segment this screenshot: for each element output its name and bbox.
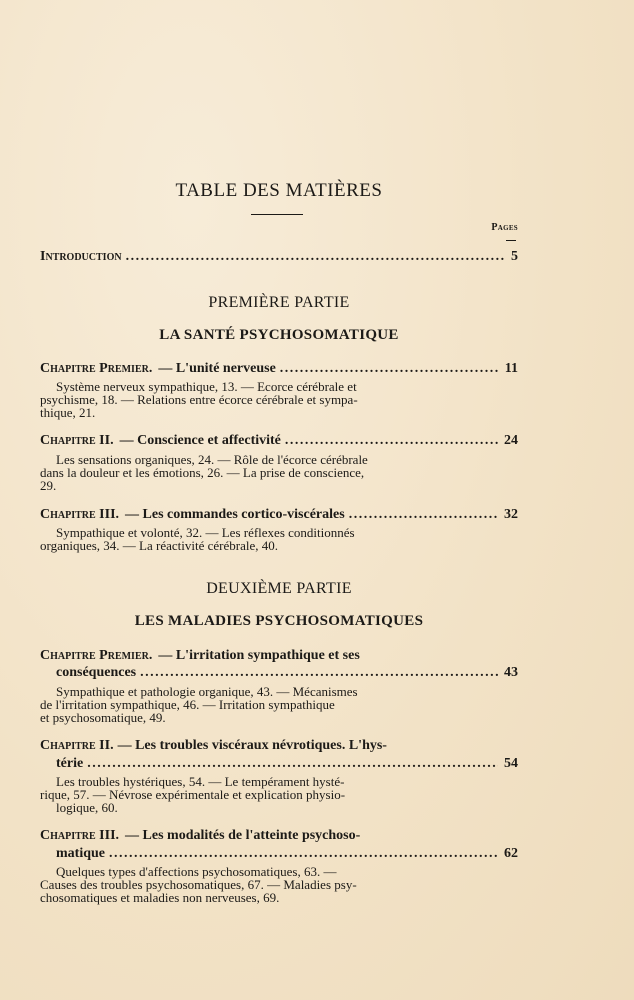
part-heading: PREMIÈRE PARTIE: [208, 294, 350, 311]
part-subheading: LA SANTÉ PSYCHOSOMATIQUE: [159, 327, 399, 343]
description-line: de l'irritation sympathique, 46. — Irritation sympathique: [40, 697, 335, 712]
page-number: 62: [504, 846, 518, 861]
description-line: rique, 57. — Névrose expérimentale et explication physio-: [40, 787, 346, 802]
chapter-number: Chapitre Premier.: [40, 361, 153, 376]
part-heading: DEUXIÈME PARTIE: [206, 580, 352, 597]
dot-leader: [109, 846, 498, 862]
description-line: Système nerveux sympathique, 13. — Ecorce cérébrale et: [56, 379, 357, 394]
description-line: psychisme, 18. — Relations entre écorce cérébrale et sympa-: [40, 392, 358, 407]
title-rule: [251, 214, 303, 215]
chapter-number: Chapitre Premier.: [40, 648, 153, 663]
page-title: TABLE DES MATIÈRES: [175, 180, 383, 201]
introduction-label: Introduction: [40, 249, 122, 264]
dot-leader: [126, 249, 505, 265]
toc-entry-chapter[interactable]: [40, 361, 518, 379]
page-number: 54: [504, 756, 518, 771]
chapter-title: — L'irritation sympathique et ses: [158, 648, 360, 663]
chapter-title: — Conscience et affectivité: [119, 433, 281, 448]
toc-entry-chapter[interactable]: [40, 738, 518, 756]
page-number: 24: [504, 433, 518, 448]
description-line: 29.: [40, 478, 57, 493]
toc-entry-chapter[interactable]: [40, 648, 518, 666]
dot-leader: [140, 665, 498, 681]
part-subheading: LES MALADIES PSYCHOSOMATIQUES: [134, 613, 424, 629]
chapter-title: — L'unité nerveuse: [158, 361, 276, 376]
chapter-number: Chapitre III.: [40, 507, 120, 522]
description-line: organiques, 34. — La réactivité cérébrale, 40.: [40, 538, 278, 553]
chapter-number: Chapitre II.: [40, 738, 114, 753]
page-number: 5: [511, 249, 518, 264]
description-line: dans la douleur et les émotions, 26. — La prise de conscience,: [40, 465, 365, 480]
toc-entry-chapter[interactable]: [40, 433, 518, 451]
toc-entry-continuation[interactable]: [56, 756, 518, 774]
description-line: thique, 21.: [40, 405, 96, 420]
page-number: 11: [504, 361, 518, 376]
chapter-number: Chapitre II.: [40, 433, 114, 448]
description-line: Causes des troubles psychosomatiques, 67. — Maladies psy-: [40, 877, 357, 892]
dot-leader: [87, 756, 498, 772]
description-line: Les troubles hystériques, 54. — Le tempérament hysté-: [56, 774, 345, 789]
chapter-title-continued: conséquences: [56, 665, 137, 680]
page-number: 43: [504, 665, 518, 680]
chapter-title: — Les modalités de l'atteinte psychoso-: [125, 828, 361, 843]
chapter-title: — Les commandes cortico-viscérales: [125, 507, 345, 522]
description-line: et psychosomatique, 49.: [40, 710, 166, 725]
toc-entry-introduction[interactable]: [40, 249, 518, 267]
toc-entry-chapter[interactable]: [40, 507, 518, 525]
chapter-title-continued: térie: [56, 756, 84, 771]
chapter-title-continued: matique: [56, 846, 105, 861]
pages-rule: [506, 240, 516, 241]
toc-entry-continuation[interactable]: [56, 846, 518, 864]
toc-entry-chapter[interactable]: [40, 828, 518, 846]
chapter-number: Chapitre III.: [40, 828, 120, 843]
toc-entry-continuation[interactable]: [56, 665, 518, 683]
description-line: Sympathique et volonté, 32. — Les réflexes conditionnés: [56, 525, 355, 540]
dot-leader: [285, 433, 498, 449]
description-line: Les sensations organiques, 24. — Rôle de l'écorce cérébrale: [56, 452, 368, 467]
pages-column-label: Pages: [491, 222, 518, 233]
dot-leader: [280, 361, 499, 377]
description-line: Quelques types d'affections psychosomatiques, 63. —: [56, 864, 337, 879]
description-line: chosomatiques et maladies non nerveuses, 69.: [40, 890, 280, 905]
chapter-title: — Les troubles viscéraux névrotiques. L'hys-: [117, 738, 387, 753]
description-line: logique, 60.: [56, 800, 118, 815]
dot-leader: [349, 507, 498, 523]
page-number: 32: [504, 507, 518, 522]
description-line: Sympathique et pathologie organique, 43. — Mécanismes: [56, 684, 358, 699]
